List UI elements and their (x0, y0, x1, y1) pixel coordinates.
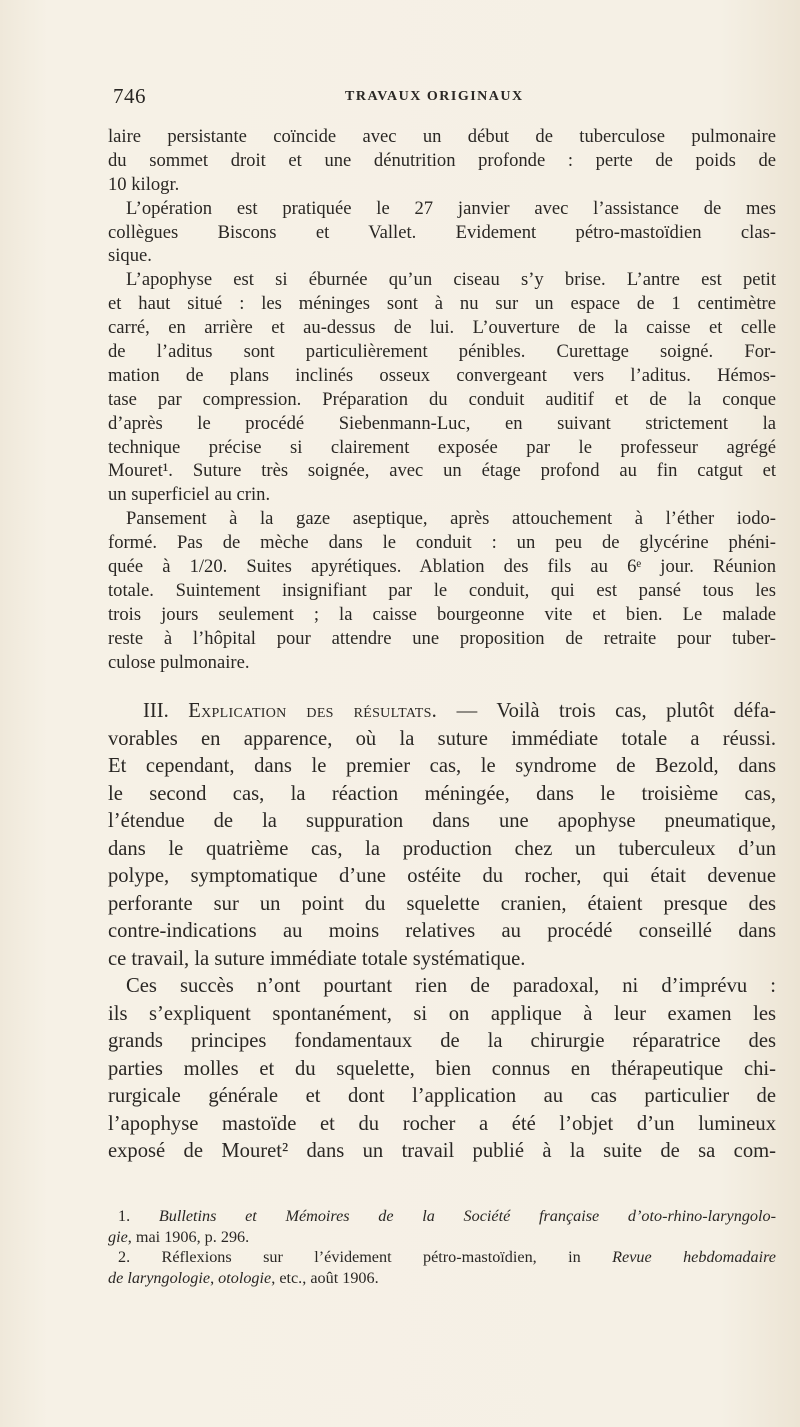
text-line: vorables en apparence, où la suture immédiate totale a réussi. (108, 727, 776, 750)
text-line: l’apophyse mastoïde et du rocher a été l’objet d’un lumineux (108, 1112, 776, 1135)
case-report-text (108, 125, 776, 674)
footnote-separator: , (210, 1268, 219, 1287)
text-line: un superficiel au crin. (108, 484, 271, 506)
text-line: grands principes fondamentaux de la chirurgie réparatrice des (108, 1030, 776, 1052)
footnote-text: Réflexions sur l’évidement pétro-mastoïdien, in (161, 1248, 581, 1266)
text-line: tase par compression. Préparation du conduit auditif et de la conque (108, 388, 776, 410)
footnote-journal-title-part: de laryngologie (108, 1268, 211, 1287)
text-line: d’après le procédé Siebenmann-Luc, en suivant strictement la (108, 412, 776, 434)
section-dash: — (456, 700, 478, 722)
footnote-2 (108, 1247, 776, 1288)
footnote-citation-details: , etc., août 1906. (271, 1268, 379, 1287)
footnote-journal-title-part: otologie (218, 1268, 272, 1287)
paragraph-explication (108, 698, 776, 973)
text-line: du sommet droit et une dénutrition profonde : perte de poids de (108, 149, 776, 171)
footnote-citation-title: Bulletins et Mémoires de la Société française d’oto-rhino-laryngolo- (158, 1207, 777, 1225)
footnotes (108, 1206, 776, 1288)
text-line: 10 kilogr. (108, 173, 180, 195)
paragraph-continued (108, 125, 776, 197)
text-line: Pansement à la gaze aseptique, après attouchement à l’éther iodo- (126, 508, 776, 530)
paragraph-pansement (108, 507, 776, 674)
text-line: perforante sur un point du squelette cranien, étaient presque des (108, 892, 776, 915)
text-line: l’étendue de la suppuration dans une apophyse pneumatique, (108, 810, 776, 832)
text-line: collègues Biscons et Vallet. Evidement pétro-mastoïdien clas- (108, 221, 776, 243)
text-line: trois jours seulement ; la caisse bourgeonne vite et bien. Le malade (108, 603, 776, 625)
footnote-number: 1. (118, 1207, 131, 1225)
footnote-line (108, 1227, 776, 1248)
text-line: ce travail, la suture immédiate totale systématique. (108, 947, 526, 970)
text-line: ils s’expliquent spontanément, si on applique à leur examen les (108, 1002, 776, 1025)
running-head: TRAVAUX ORIGINAUX (345, 89, 524, 104)
text-line: dans le quatrième cas, la production chez un tuberculeux d’un (108, 837, 776, 860)
text-line: Mouret¹. Suture très soignée, avec un étage profond au fin catgut et (108, 460, 776, 482)
text-line: technique précise si clairement exposée par le professeur agrégé (108, 436, 776, 458)
section-explication (108, 698, 776, 1166)
footnote-number: 2. (118, 1248, 131, 1266)
footnote-citation-details: , mai 1906, p. 296. (127, 1227, 250, 1246)
text-line: sique. (108, 245, 152, 267)
text-line: formé. Pas de mèche dans le conduit : un peu de glycérine phéni- (108, 532, 776, 554)
text-line: Et cependant, dans le premier cas, le syndrome de Bezold, dans (108, 755, 776, 777)
text-line: polype, symptomatique d’une ostéite du rocher, qui était devenue (108, 865, 776, 887)
text-line: carré, en arrière et au-dessus de lui. L’ouverture de la caisse et celle (108, 317, 776, 339)
section-heading-line (108, 698, 776, 726)
paragraph-operation (108, 197, 776, 269)
text-line: le second cas, la réaction méningée, dans le troisième cas, (108, 782, 776, 805)
text-line: exposé de Mouret² dans un travail publié à la suite de sa com- (108, 1140, 776, 1162)
section-numeral: III. (143, 700, 169, 722)
footnote-line (108, 1268, 776, 1289)
text-line: de l’aditus sont particulièrement pénibles. Curettage soigné. For- (108, 341, 776, 363)
text-line: Ces succès n’ont pourtant rien de paradoxal, ni d’imprévu : (126, 975, 776, 997)
section-first-line-rest: Voilà trois cas, plutôt défa- (496, 700, 776, 722)
text-line: mation de plans inclinés osseux convergeant vers l’aditus. Hémos- (108, 364, 776, 386)
footnote-citation-title-end: gie (108, 1227, 128, 1246)
text-line: et haut situé : les méninges sont à nu sur un espace de 1 centimètre (108, 293, 776, 315)
text-line: contre-indications au moins relatives au procédé conseillé dans (108, 920, 776, 942)
text-line: L’opération est pratiquée le 27 janvier avec l’assistance de mes (126, 197, 776, 219)
paragraph-apophyse (108, 268, 776, 507)
text-line: parties molles et du squelette, bien connus en thérapeutique chi- (108, 1057, 776, 1080)
text-line: quée à 1/20. Suites apyrétiques. Ablation des fils au 6ᵉ jour. Réunion (108, 556, 776, 578)
footnote-journal-title: Revue hebdomadaire (612, 1248, 776, 1266)
text-line: reste à l’hôpital pour attendre une proposition de retraite pour tuber- (108, 627, 776, 649)
text-line: L’apophyse est si éburnée qu’un ciseau s’y brise. L’antre est petit (126, 269, 776, 291)
text-line: laire persistante coïncide avec un début de tuberculose pulmonaire (108, 126, 776, 147)
paragraph-succes (108, 973, 776, 1166)
section-title: Explication des résultats. (188, 700, 438, 722)
text-line: rurgicale générale et dont l’application au cas particulier de (108, 1085, 776, 1107)
footnote-line (108, 1247, 776, 1268)
page-number: 746 (113, 84, 146, 108)
text-line: culose pulmonaire. (108, 651, 250, 673)
footnote-line (108, 1206, 776, 1227)
text-line: totale. Suintement insignifiant par le conduit, qui est pansé tous les (108, 579, 776, 601)
footnote-1 (108, 1206, 776, 1247)
